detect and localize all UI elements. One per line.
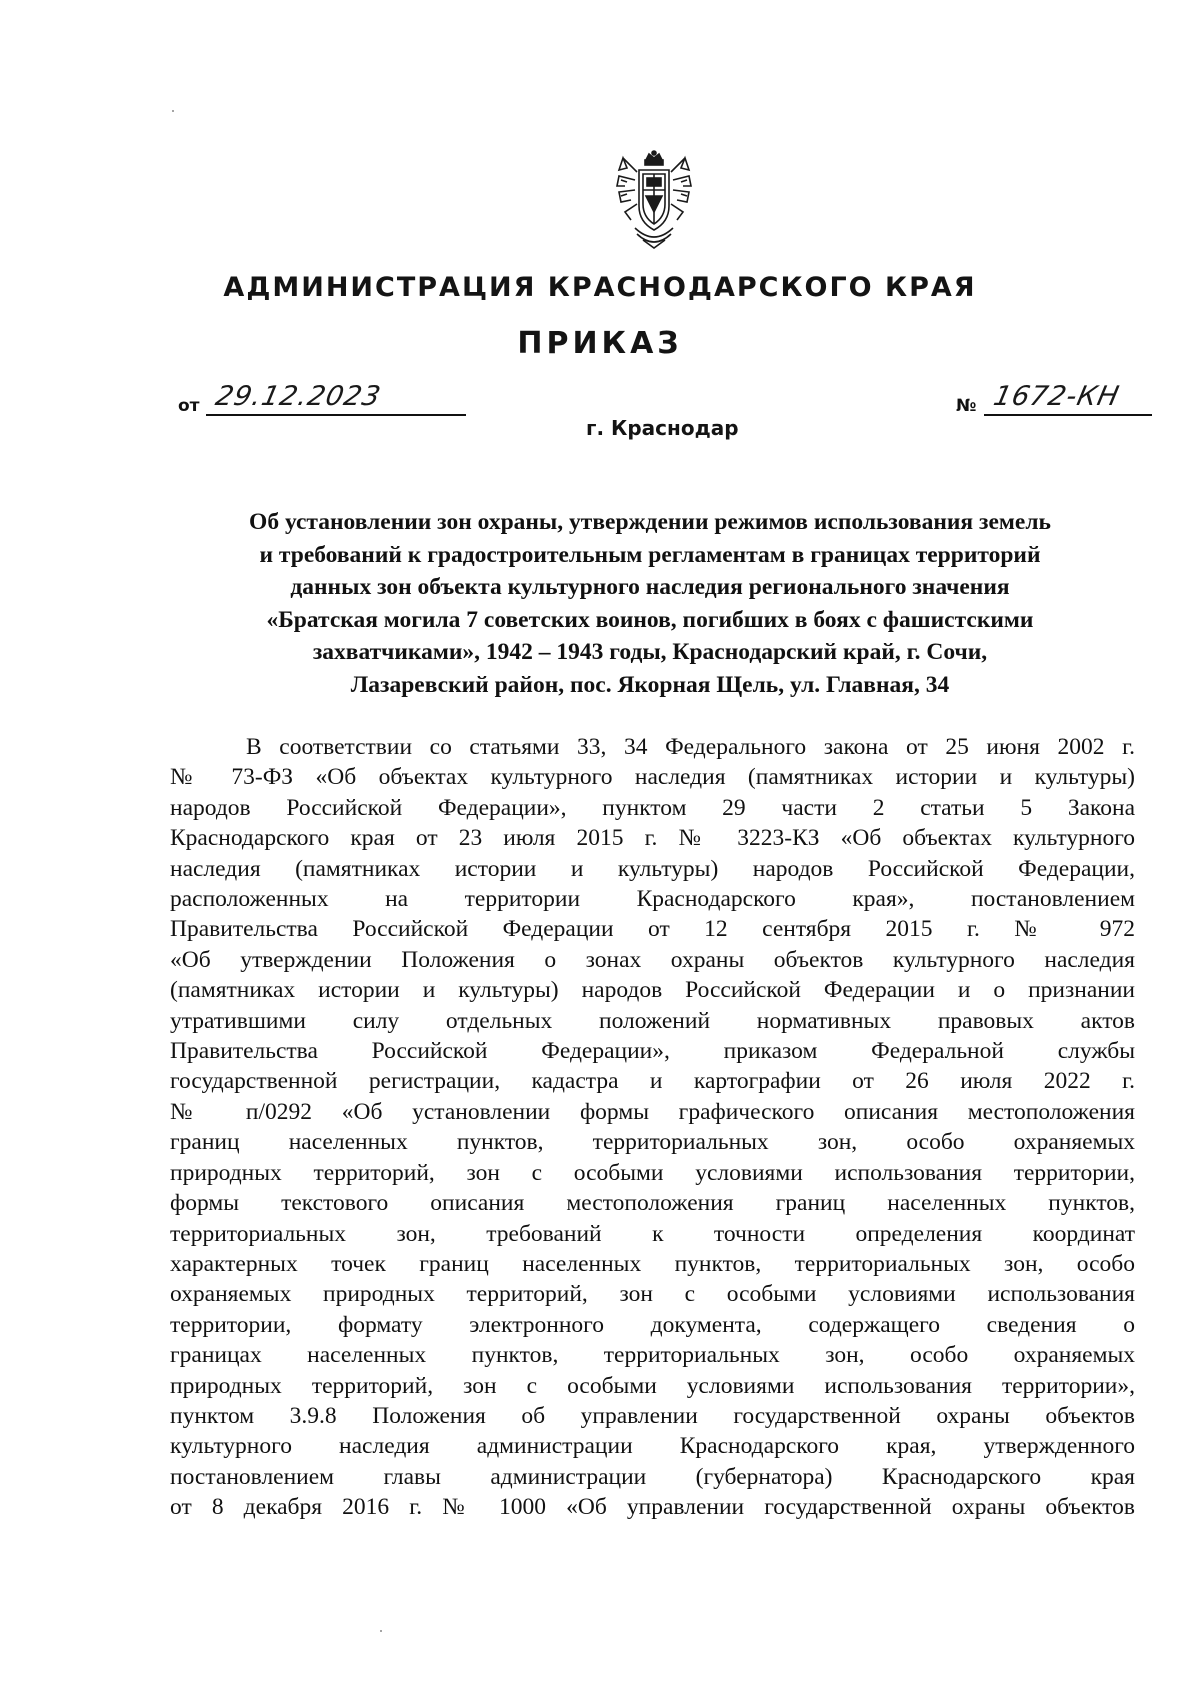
title-line: Лазаревский район, пос. Якорная Щель, ул. Главная, 34: [350, 671, 950, 698]
date-underline: [206, 381, 466, 416]
body-line: характерных точек границ населенных пунктов, территориальных зон, особо: [170, 1250, 1135, 1277]
body-line: утратившими силу отдельных положений нормативных правовых актов: [170, 1007, 1135, 1034]
date-value: 29.12.2023: [212, 381, 384, 412]
body-line: от 8 декабря 2016 г. № 1000 «Об управлении государственной охраны объектов: [170, 1494, 1135, 1521]
body-line: № 73-ФЗ «Об объектах культурного наследия (памятниках истории и культуры): [170, 764, 1135, 791]
body-line: территориальных зон, требований к точности определения координат: [170, 1220, 1135, 1247]
number-underline: [984, 381, 1152, 416]
body-line: расположенных на территории Краснодарского края», постановлением: [170, 886, 1135, 913]
city-label: г. Краснодар: [586, 416, 739, 440]
body-line: культурного наследия администрации Краснодарского края, утвержденного: [170, 1433, 1135, 1460]
body-line: государственной регистрации, кадастра и картографии от 26 июля 2022 г.: [170, 1068, 1135, 1095]
body-line: формы текстового описания местоположения границ населенных пунктов,: [170, 1190, 1135, 1217]
date-field: [178, 381, 466, 416]
body-line: народов Российской Федерации», пунктом 29 части 2 статьи 5 Закона: [170, 794, 1135, 821]
document-type: ПРИКАЗ: [517, 326, 683, 361]
body-line: природных территорий, зон с особыми условиями использования территории,: [170, 1159, 1135, 1186]
body-line: природных территорий, зон с особыми условиями использования территории»,: [170, 1372, 1135, 1399]
number-value: 1672-КН: [991, 381, 1123, 412]
organization-name: АДМИНИСТРАЦИЯ КРАСНОДАРСКОГО КРАЯ: [223, 272, 977, 303]
title-line: Об установлении зон охраны, утверждении режимов использования земель: [249, 509, 1051, 535]
title-line: «Братская могила 7 советских воинов, погибших в боях с фашистскими: [266, 606, 1034, 633]
body-line: В соответствии со статьями 33, 34 Федерального закона от 25 июня 2002 г.: [246, 734, 1135, 760]
number-prefix: №: [956, 396, 977, 416]
document-title: [165, 506, 1135, 701]
body-line: Правительства Российской Федерации от 12 сентября 2015 г. № 972: [170, 916, 1135, 943]
body-line: Правительства Российской Федерации», приказом Федеральной службы: [170, 1038, 1135, 1065]
scan-speck: [172, 110, 174, 112]
body-line: пунктом 3.9.8 Положения об управлении государственной охраны объектов: [170, 1402, 1135, 1429]
scan-speck: [380, 1630, 382, 1632]
body-line: границ населенных пунктов, территориальных зон, особо охраняемых: [170, 1129, 1135, 1156]
body-line: № п/0292 «Об установлении формы графического описания местоположения: [170, 1098, 1135, 1125]
title-line: захватчиками», 1942 – 1943 годы, Краснодарский край, г. Сочи,: [312, 639, 988, 665]
body-line: границах населенных пунктов, территориальных зон, особо охраняемых: [170, 1342, 1135, 1369]
document-body: [170, 732, 1135, 1523]
body-line: охраняемых природных территорий, зон с особыми условиями использования: [170, 1281, 1135, 1308]
body-line: наследия (памятниках истории и культуры) народов Российской Федерации,: [170, 855, 1135, 882]
date-prefix: от: [178, 396, 200, 416]
body-line: территории, формату электронного документа, содержащего сведения о: [170, 1311, 1135, 1338]
title-line: и требований к градостроительным регламентам в границах территорий: [259, 541, 1041, 568]
body-line: Краснодарского края от 23 июля 2015 г. № 3223-КЗ «Об объектах культурного: [170, 825, 1135, 852]
body-line: (памятниках истории и культуры) народов Российской Федерации и о признании: [170, 977, 1135, 1004]
body-line: постановлением главы администрации (губернатора) Краснодарского края: [170, 1463, 1135, 1490]
title-line: данных зон объекта культурного наследия регионального значения: [290, 574, 1010, 600]
coat-of-arms-icon: [613, 150, 695, 254]
body-line: «Об утверждении Положения о зонах охраны объектов культурного наследия: [170, 946, 1135, 973]
number-field: [956, 381, 1152, 416]
